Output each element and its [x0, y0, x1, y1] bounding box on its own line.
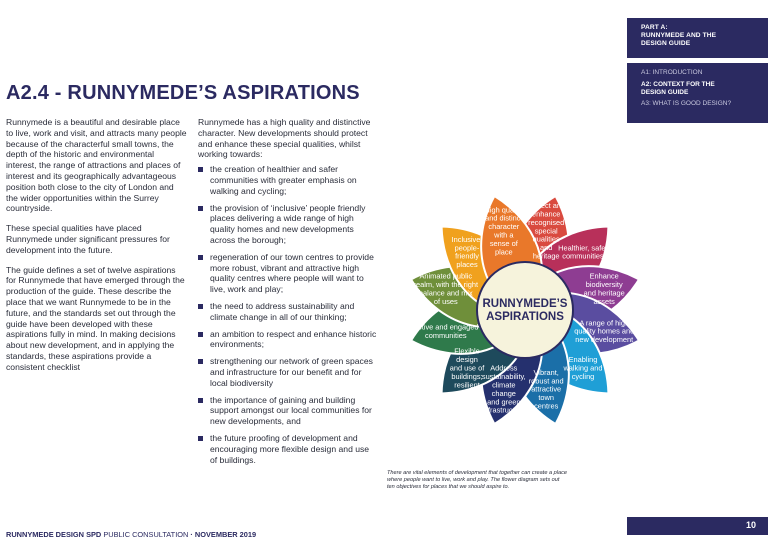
petal-label-line: quality homes and	[574, 326, 635, 336]
petal-label-line: and use of	[449, 363, 485, 373]
petal-label	[558, 243, 608, 260]
petal-label-line: enhance	[532, 209, 561, 219]
petal-label-line: robust and	[528, 376, 564, 386]
petal-label-line: recognised	[528, 217, 565, 227]
petal-label-line: balance and mix	[418, 288, 473, 298]
aspirations-list	[198, 164, 378, 465]
nav-item-good-design[interactable]: A3: WHAT IS GOOD DESIGN?	[641, 100, 732, 107]
petal-label-line: and	[540, 243, 553, 253]
petal-label-line: and green	[487, 397, 521, 407]
petal-label-line: sustainability,	[481, 372, 526, 382]
nav-item-context-line2: DESIGN GUIDE	[641, 89, 689, 96]
nav-item-introduction[interactable]: A1: INTRODUCTION	[641, 69, 703, 76]
list-item: the need to address sustainability and climate change in all of our thinking;	[198, 301, 378, 323]
petal-label-line: Enabling	[568, 355, 598, 365]
petal-label-line: Enhance	[589, 271, 619, 281]
petal-label-line: Healthier, safer	[558, 243, 608, 253]
footer-date: · NOVEMBER 2019	[190, 530, 257, 539]
petal-label-line: communities	[425, 330, 467, 340]
petal-label-line: change	[491, 388, 516, 398]
petal-label-line: people-	[454, 243, 480, 253]
page-title: A2.4 - RUNNYMEDE’S ASPIRATIONS	[6, 82, 360, 104]
petal-label-line: attractive	[531, 384, 562, 394]
petal-label-line: qualities	[532, 234, 560, 244]
intro-paragraph-2: These special qualities have placed Runnymede under significant pressures for development into the future.	[6, 223, 170, 255]
part-label: PART A:	[641, 24, 668, 31]
intro-paragraph-3: The guide defines a set of twelve aspirations for Runnymede that have emerged through the production of the guide. These describe the place that we want Runnymede to be in the future, and the standards set out through the guide have been developed with these aspirations fully in mind. In making decisions about new development, and in applying the standards, these aspirations provide a consistent checklist	[6, 264, 185, 372]
flower-center-line2: ASPIRATIONS	[486, 311, 564, 323]
petal-label-line: places	[456, 260, 478, 270]
petal-label-line: sense of	[489, 238, 518, 248]
petal-label-line: with a	[494, 230, 514, 240]
footer-doc-status: PUBLIC CONSULTATION	[101, 530, 191, 539]
petal-label-line: Protect and	[527, 201, 566, 211]
petal-label-line: biodiversity	[585, 280, 623, 290]
petal-label-line: place	[494, 247, 513, 257]
list-item: regeneration of our town centres to provide more robust, vibrant and attractive high quality centres where people will want to live, work and play;	[198, 252, 378, 295]
petal-label-line: Inclusive,	[451, 234, 483, 244]
intro-paragraph-1: Runnymede is a beautiful and desirable place to live, work and visit, and attracts many people because of the characterful small towns, the depth of the historic and environmental interest, the range of attractions and places of interest and its geographically advantageous position both close to the city of London and the wider opportunities within the Surrey countryside.	[6, 117, 187, 214]
petal-label-line: Active and engaged	[413, 322, 479, 332]
nav-item-context-line1: A2: CONTEXT FOR THE	[641, 81, 715, 88]
part-title-line2: DESIGN GUIDE	[641, 40, 691, 48]
petal-label-line: town	[538, 393, 555, 403]
flower-center	[477, 262, 573, 358]
petal-label-line: High quality	[484, 205, 524, 215]
diagram-caption	[387, 470, 625, 492]
list-item: an ambition to respect and enhance historic environments;	[198, 329, 378, 351]
part-heading	[627, 18, 768, 58]
footer	[6, 530, 256, 539]
petal-label-line: resilient	[454, 380, 480, 390]
list-item: the creation of healthier and safer communities with greater emphasis on walking and cycling;	[198, 164, 378, 196]
section-nav	[627, 18, 768, 123]
petal-label-line: Vibrant,	[533, 367, 559, 377]
aspirations-intro: Runnymede has a high quality and distinctive character. New developments should protect and enhance these special qualities, whilst working towards:	[198, 117, 371, 160]
petal-label-line: of uses	[433, 296, 458, 306]
petal-label-line: communities	[562, 251, 604, 261]
petal-label-line: centres	[534, 401, 559, 411]
petal-label-line: new development	[575, 335, 634, 345]
caption-line2: where people want to live, work and play. The flower diagram sets out	[387, 477, 560, 484]
section-menu	[627, 63, 768, 123]
part-title-line1: RUNNYMEDE AND THE	[641, 32, 717, 40]
petal-label	[574, 318, 634, 344]
list-item: the importance of gaining and building support amongst our local communities for new developments, and	[198, 395, 378, 427]
page-number: 10	[627, 517, 768, 535]
petal-label-line: buildings;	[451, 371, 483, 381]
flower-center-line1: RUNNYMEDE’S	[482, 298, 568, 310]
petal-label-line: and heritage	[583, 288, 625, 298]
list-item: the future proofing of development and encouraging more flexible design and use of buildings.	[198, 433, 378, 465]
petal-label-line: friendly	[455, 251, 479, 261]
petal-label-line: design	[456, 355, 478, 365]
petal-label-line: special	[534, 226, 558, 236]
petal-label-line: realm, with the right	[413, 280, 479, 290]
petal-label-line: Flexible	[454, 346, 480, 356]
aspirations-column	[198, 117, 378, 471]
list-item: strengthening our network of green spaces and infrastructure for our benefit and for local biodiversity	[198, 356, 378, 388]
petal-label-line: walking and	[563, 363, 603, 373]
petal-label-line: cycling	[571, 371, 595, 381]
footer-doc-name: RUNNYMEDE DESIGN SPD	[6, 530, 102, 539]
caption-line1: There are vital elements of development that together can create a place	[387, 470, 568, 476]
aspirations-flower-diagram	[385, 150, 665, 470]
petal-label-line: infrastructure	[482, 405, 526, 415]
petal-label-line: Address	[490, 363, 518, 373]
petal-label-line: character	[488, 222, 520, 232]
petal-label-line: A range of high	[579, 318, 630, 328]
petal-label-line: heritage	[532, 251, 560, 261]
nav-item-context[interactable]	[641, 81, 760, 97]
list-item: the provision of ‘inclusive’ people friendly places delivering a wide range of high quality homes and new developments across the borough;	[198, 203, 378, 246]
petal-label-line: climate	[492, 380, 516, 390]
petal-label-line: and distinct	[485, 213, 523, 223]
petal-label-line: Animated public	[419, 271, 473, 281]
petal-label-line: assets	[593, 296, 615, 306]
caption-line3: ten objectives for places that we should aspire to.	[387, 484, 510, 491]
intro-column	[6, 117, 187, 382]
